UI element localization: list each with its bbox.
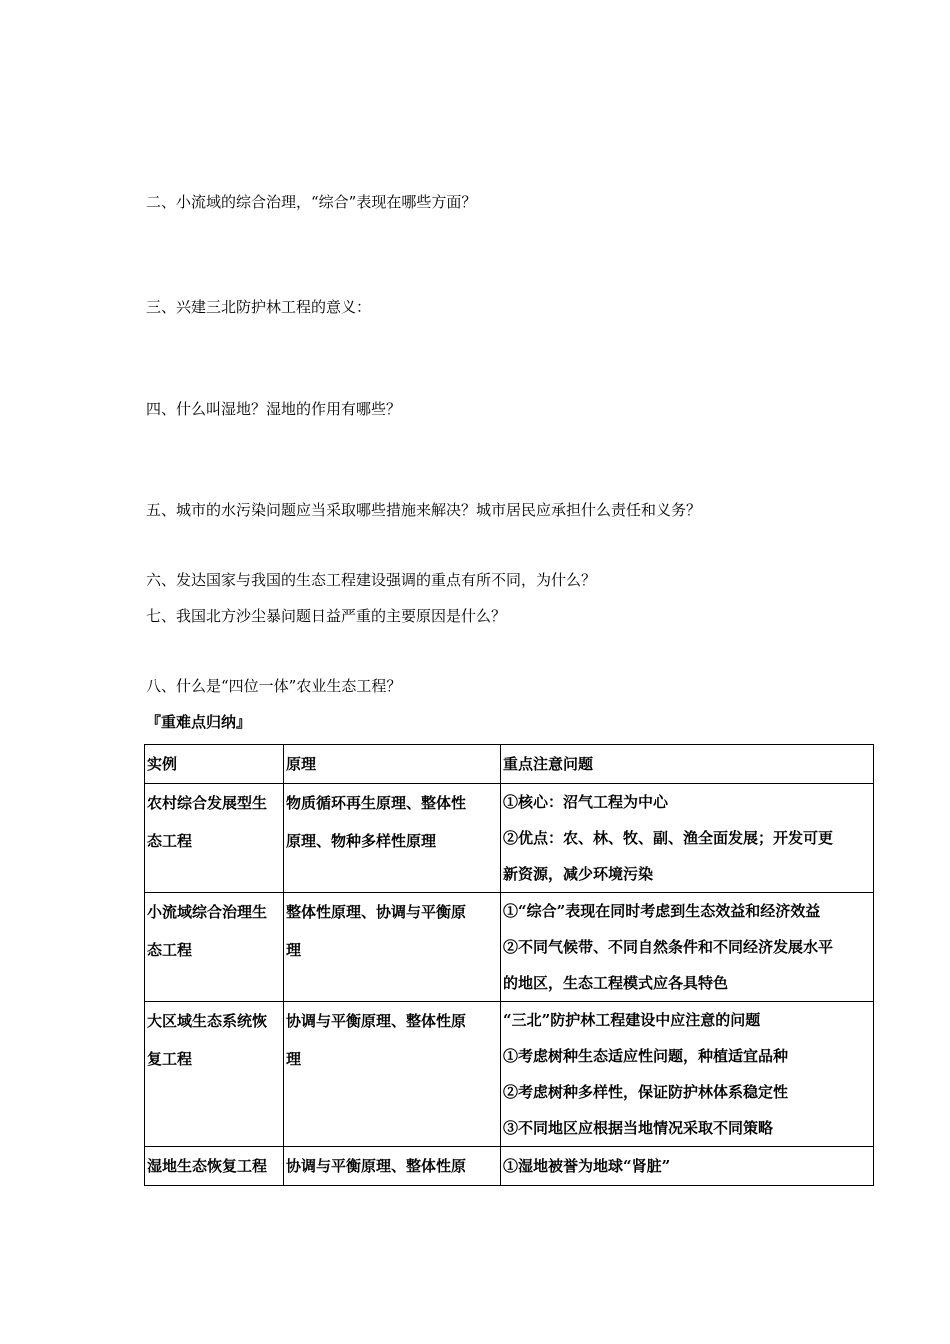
cell-line: 整体性原理、协调与平衡原 (286, 903, 467, 921)
cell-line: 的地区，生态工程模式应各具特色 (503, 974, 729, 992)
question-7: 七、我国北方沙尘暴问题日益严重的主要原因是什么？ (146, 607, 507, 625)
cell-line: 湿地生态恢复工程 (147, 1157, 268, 1175)
cell-line: 小流域综合治理生 (147, 903, 268, 921)
cell-line: ①核心：沼气工程为中心 (503, 793, 669, 811)
cell-line: “三北”防护林工程建设中应注意的问题 (503, 1011, 761, 1029)
cell-line: ③不同地区应根据当地情况采取不同策略 (503, 1119, 774, 1137)
cell-line: ①湿地被誉为地球“肾脏” (503, 1157, 671, 1175)
question-6: 六、发达国家与我国的生态工程建设强调的重点有所不同，为什么？ (146, 571, 597, 589)
section-heading: 『重难点归纳』 (146, 713, 252, 731)
cell-example (145, 1002, 284, 1147)
cell-line: ②优点：农、林、牧、副、渔全面发展；开发可更 (503, 829, 834, 847)
summary-table (144, 744, 874, 1186)
question-8: 八、什么是“四位一体”农业生态工程？ (146, 677, 402, 695)
cell-line: 协调与平衡原理、整体性原 (286, 1157, 467, 1175)
question-5: 五、城市的水污染问题应当采取哪些措施来解决？城市居民应承担什么责任和义务？ (146, 501, 702, 519)
cell-line: ①考虑树种生态适应性问题，种植适宜品种 (503, 1047, 789, 1065)
cell-notes (501, 1002, 874, 1147)
cell-line: 态工程 (147, 941, 193, 959)
cell-notes (501, 893, 874, 1002)
cell-example (145, 893, 284, 1002)
cell-line: 态工程 (147, 832, 193, 850)
cell-principle (284, 1002, 501, 1147)
table-row (145, 1002, 874, 1147)
table-header-row (145, 745, 874, 784)
question-4: 四、什么叫湿地？湿地的作用有哪些？ (146, 400, 402, 418)
cell-example (145, 784, 284, 893)
header-example: 实例 (145, 745, 284, 784)
cell-line: 物质循环再生原理、整体性 (286, 794, 467, 812)
cell-line: 理 (286, 1050, 302, 1068)
header-notes: 重点注意问题 (501, 745, 874, 784)
cell-line: 原理、物种多样性原理 (286, 832, 437, 850)
table-row (145, 893, 874, 1002)
cell-principle (284, 1147, 501, 1186)
cell-notes (501, 1147, 874, 1186)
question-3: 三、兴建三北防护林工程的意义： (146, 298, 372, 316)
table-row (145, 1147, 874, 1186)
cell-example (145, 1147, 284, 1186)
cell-line: 协调与平衡原理、整体性原 (286, 1012, 467, 1030)
cell-line: 大区域生态系统恢 (147, 1012, 268, 1030)
question-2: 二、小流域的综合治理，“综合”表现在哪些方面？ (146, 193, 477, 211)
cell-line: ②不同气候带、不同自然条件和不同经济发展水平 (503, 938, 834, 956)
cell-line: 农村综合发展型生 (147, 794, 268, 812)
cell-principle (284, 784, 501, 893)
cell-line: 理 (286, 941, 302, 959)
cell-line: ②考虑树种多样性，保证防护林体系稳定性 (503, 1083, 789, 1101)
cell-line: ①“综合”表现在同时考虑到生态效益和经济效益 (503, 902, 821, 920)
cell-notes (501, 784, 874, 893)
header-principle: 原理 (284, 745, 501, 784)
cell-line: 新资源，减少环境污染 (503, 865, 654, 883)
cell-principle (284, 893, 501, 1002)
cell-line: 复工程 (147, 1050, 193, 1068)
table-row (145, 784, 874, 893)
